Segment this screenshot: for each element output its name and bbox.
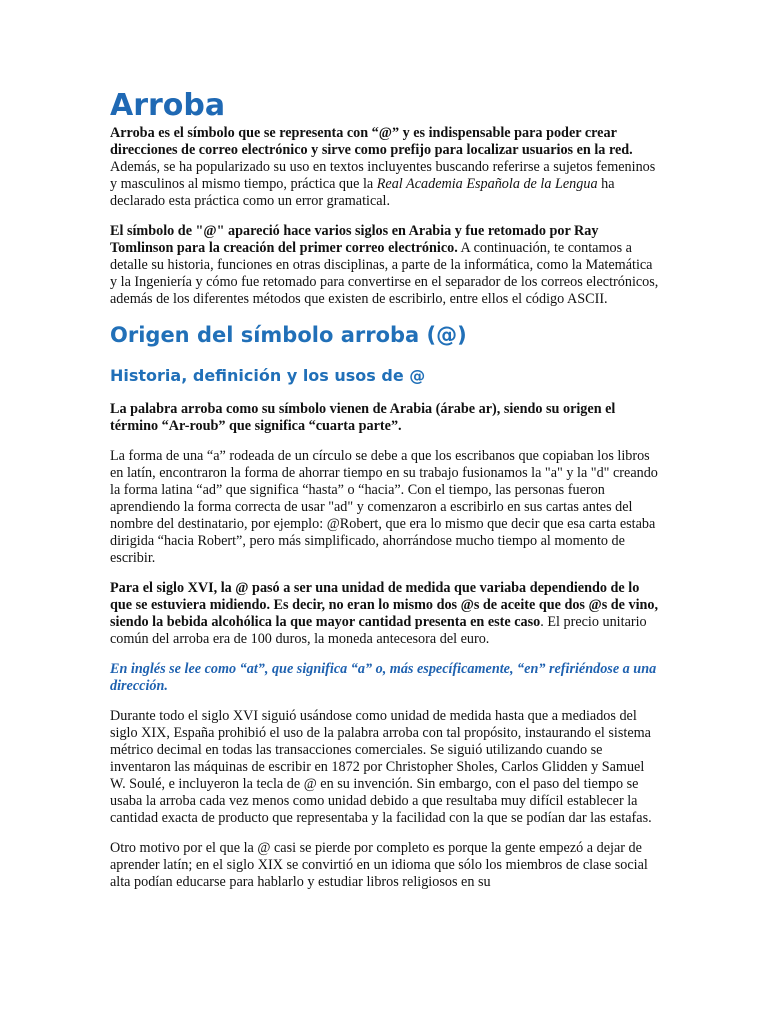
english-pronunciation-quote: En inglés se lee como “at”, que significa “a” o, más específicamente, “en” refiriéndose a una dirección. — [110, 661, 657, 694]
intro-bold: Arroba es el símbolo que se representa con “@” y es indispensable para poder crear direcciones de correo electrónico y sirve como prefijo para localizar usuarios en la red. — [110, 125, 633, 158]
etymology-bold: La palabra arroba como su símbolo vienen de Arabia (árabe ar), siendo su origen el término “Ar-roub” que significa “cuarta parte”. — [110, 401, 616, 434]
page-title: Arroba — [110, 88, 226, 123]
etymology-paragraph — [110, 401, 660, 435]
latin-decline-paragraph: Otro motivo por el que la @ casi se pierde por completo es porque la gente empezó a dejar de aprender latín; en el siglo XIX se convirtió en un idioma que sólo los miembros de clase social alta podían educarse para hablarlo y estudiar libros religiosos en su — [110, 840, 648, 890]
unit-measure-text: . El precio unitario común del arroba era de 100 duros, la moneda antecesora del euro. — [110, 614, 647, 647]
article-body — [110, 88, 660, 904]
intro-text: Además, se ha popularizado su uso en textos incluyentes buscando referirse a sujetos femeninos y masculinos al mismo tiempo, práctica que la — [110, 159, 656, 192]
tomlinson-text: A continuación, te contamos a detalle su historia, funciones en otras disciplinas, a parte de la informática, como la Matemática y la Ingeniería y cómo fue retomado para convertirse en el separador de los correos electrónicos, además de los diferentes métodos que existen de escribirlo, entre ellos el código ASCII. — [110, 240, 659, 307]
tomlinson-paragraph — [110, 223, 660, 308]
metric-system-paragraph: Durante todo el siglo XVI siguió usándose como unidad de medida hasta que a mediados del siglo XIX, España prohibió el uso de la palabra arroba con tal propósito, instaurando el sistema métrico decimal en todas las transacciones comerciales. Se siguió utilizando cuando se inventaron las máquinas de escribir en 1872 por Christopher Sholes, Carlos Glidden y Samuel W. Soulé, e incluyeron la tecla de @ en su invención. Sin embargo, con el paso del tiempo se usaba la arroba cada vez menos como unidad debido a que resultaba muy difícil establecer la cantidad exacta de producto que representaba y la facilidad con la que se podían dar las estafas. — [110, 708, 652, 826]
unit-measure-bold: Para el siglo XVI, la @ pasó a ser una unidad de medida que variaba dependiendo de lo que se estuviera midiendo. Es decir, no eran lo mismo dos @s de aceite que dos @s de vino, siendo la bebida alcohólica la que mayor cantidad presenta en este caso — [110, 580, 659, 630]
intro-paragraph — [110, 125, 660, 210]
unit-measure-paragraph — [110, 580, 660, 648]
intro-text-end: ha declarado esta práctica como un error gramatical. — [110, 176, 615, 209]
subsection-heading-history: Historia, definición y los usos de @ — [110, 366, 426, 385]
latin-form-paragraph: La forma de una “a” rodeada de un círculo se debe a que los escribanos que copiaban los libros en latín, encontraron la forma de ahorrar tiempo en su trabajo fusionamos la "a" y la "d" creando la forma latina “ad” que significa “hasta” o “hacia”. Con el tiempo, las personas fueron aprendiendo la forma correcta de usar "ad" y comenzaron a escribirlo en sus cartas antes del nombre del destinatario, por ejemplo: @Robert, que era lo mismo que decir que esa carta estaba dirigida “hacia Robert”, pero más simplificado, ahorrándose mucho tiempo al momento de escribir. — [110, 448, 658, 566]
section-heading-origin: Origen del símbolo arroba (@) — [110, 323, 467, 347]
tomlinson-bold: El símbolo de "@" apareció hace varios siglos en Arabia y fue retomado por Ray Tomlinson para la creación del primer correo electrónico. — [110, 223, 599, 256]
rae-reference: Real Academia Española de la Lengua — [376, 176, 598, 192]
